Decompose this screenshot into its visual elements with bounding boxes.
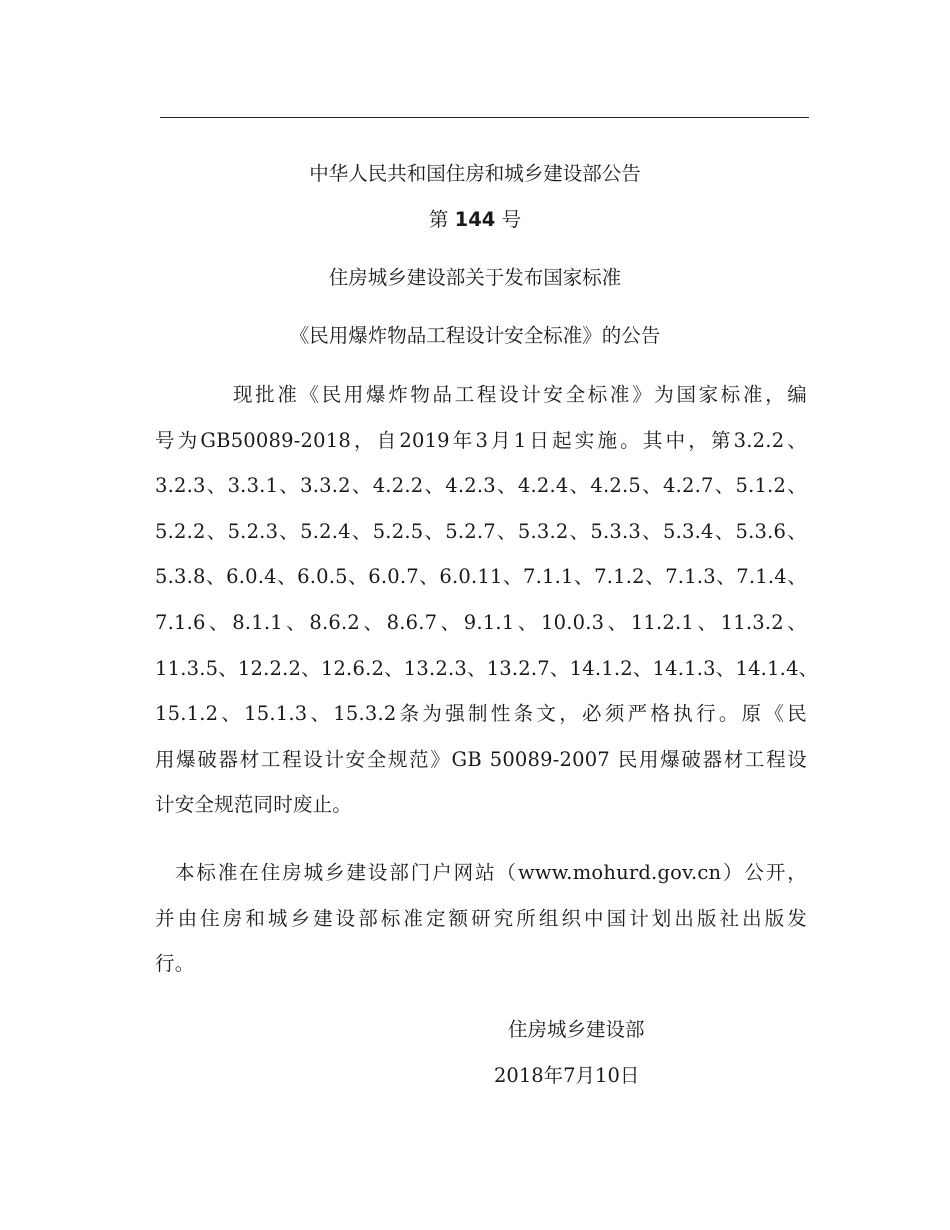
body-paragraph-2 (155, 850, 807, 987)
paragraph-line: 现批准《民用爆炸物品工程设计安全标准》为国家标准，编 (233, 383, 807, 406)
number-suffix: 号 (501, 208, 522, 231)
paragraph-line: 7.1.6、8.1.1、8.6.2、8.6.7、9.1.1、10.0.3、11.2.1、11.3.2、 (155, 610, 807, 634)
issue-date: 2018年7月10日 (494, 1064, 640, 1087)
announcement-title: 中华人民共和国住房和城乡建设部公告 (309, 162, 641, 185)
subtitle-line-2: 《民用爆炸物品工程设计安全标准》的公告 (289, 324, 661, 347)
paragraph-line: 用爆破器材工程设计安全规范》GB 50089-2007 民用爆破器材工程设 (155, 747, 807, 771)
paragraph-line: 号为GB50089-2018，自2019年3月1日起实施。其中，第3.2.2、 (155, 428, 807, 452)
paragraph-line: 计安全规范同时废止。 (155, 793, 353, 817)
top-rule (160, 117, 809, 118)
paragraph-line: 本标准在住房城乡建设部门户网站（www.mohurd.gov.cn）公开， (175, 861, 807, 884)
body-paragraph-1 (155, 372, 819, 828)
number-value: 144 (454, 208, 496, 231)
issuer: 住房城乡建设部 (508, 1018, 645, 1041)
paragraph-line: 5.3.8、6.0.4、6.0.5、6.0.7、6.0.11、7.1.1、7.1.2、7.1.3、7.1.4、 (155, 565, 807, 589)
paragraph-line: 5.2.2、5.2.3、5.2.4、5.2.5、5.2.7、5.3.2、5.3.3、5.3.4、5.3.6、 (155, 519, 807, 543)
paragraph-line: 11.3.5、12.2.2、12.6.2、13.2.3、13.2.7、14.1.2、14.1.3、14.1.4、 (155, 656, 819, 680)
paragraph-line: 行。 (155, 952, 195, 976)
paragraph-line: 3.2.3、3.3.1、3.3.2、4.2.2、4.2.3、4.2.4、4.2.5、4.2.7、5.1.2、 (155, 474, 807, 498)
number-prefix: 第 (428, 208, 449, 231)
paragraph-line: 15.1.2、15.1.3、15.3.2条为强制性条文，必须严格执行。原《民 (155, 702, 807, 726)
paragraph-line: 并由住房和城乡建设部标准定额研究所组织中国计划出版社出版发 (155, 906, 807, 930)
subtitle-line-1: 住房城乡建设部关于发布国家标准 (328, 266, 622, 289)
announcement-number (0, 210, 950, 230)
